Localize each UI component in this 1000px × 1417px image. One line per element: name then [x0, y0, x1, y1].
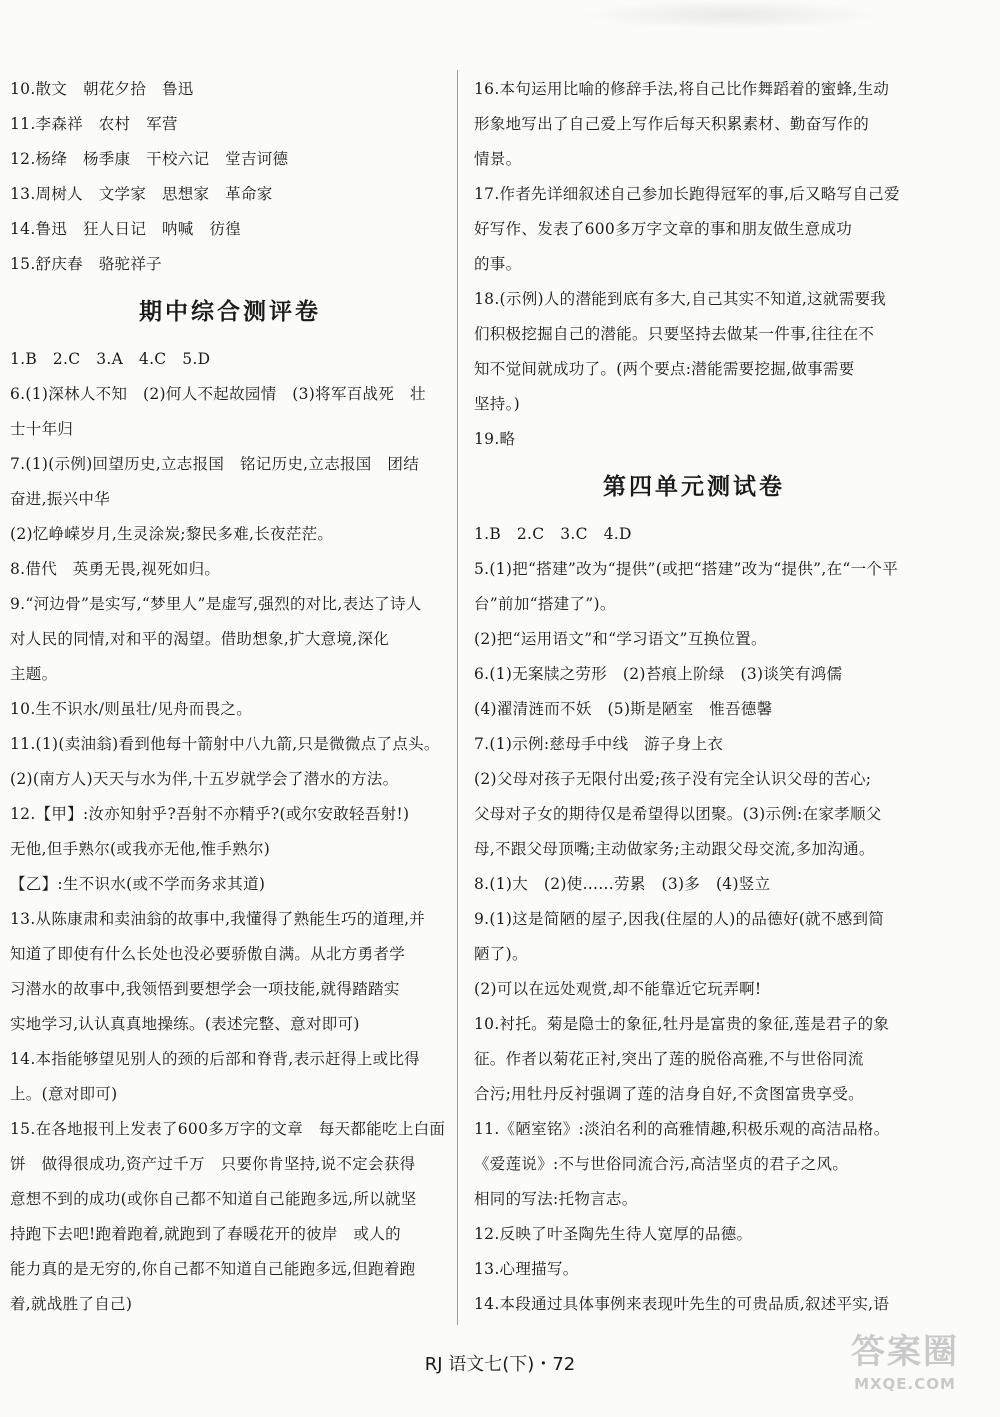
answer-line: (2)(南方人)天天与水为伴,十五岁就学会了潜水的方法。	[10, 770, 399, 788]
answer-line: 征。作者以菊花正衬,突出了莲的脱俗高雅,不与世俗同流	[474, 1050, 864, 1068]
column-divider	[457, 70, 458, 1325]
answer-line: 10.衬托。菊是隐士的象征,牡丹是富贵的象征,莲是君子的象	[474, 1015, 890, 1033]
answer-line: 形象地写出了自己爱上写作后每天积累素材、勤奋写作的	[474, 115, 870, 133]
answer-line: 14.本指能够望见别人的颈的后部和脊背,表示赶得上或比得	[10, 1050, 420, 1068]
answer-line: (2)父母对孩子无限付出爱;孩子没有完全认识父母的苦心;	[474, 770, 872, 788]
answer-line: 16.本句运用比喻的修辞手法,将自己比作舞蹈着的蜜蜂,生动	[474, 80, 890, 98]
answer-line: 12.反映了叶圣陶先生待人宽厚的品德。	[474, 1225, 753, 1243]
answer-line: 【乙】:生不识水(或不学而务求其道)	[10, 875, 266, 893]
answer-line: 13.心理描写。	[474, 1260, 579, 1278]
answer-line: 11.李森祥 农村 军营	[10, 115, 178, 133]
answer-line: 知道了即使有什么长处也没必要骄傲自满。从北方勇者学	[10, 945, 406, 963]
watermark-url: MXQE.COM	[854, 1375, 956, 1393]
answer-line: 饼 做得很成功,资产过千万 只要你肯坚持,说不定会获得	[10, 1155, 416, 1173]
answer-line: 8.借代 英勇无畏,视死如归。	[10, 560, 221, 578]
answer-line: 5.(1)把“搭建”改为“提供”(或把“搭建”改为“提供”,在“一个平	[474, 560, 899, 578]
answer-line: 台”前加“搭建了”)。	[474, 595, 616, 613]
answer-line: 11.(1)(卖油翁)看到他每十箭射中八九箭,只是微微点了点头。	[10, 735, 440, 753]
answer-line: 无他,但手熟尔(或我亦无他,惟手熟尔)	[10, 840, 271, 858]
answer-line: 上。(意对即可)	[10, 1085, 118, 1103]
section-heading: 第四单元测试卷	[603, 474, 785, 500]
answer-line: (4)濯清涟而不妖 (5)斯是陋室 惟吾德馨	[474, 700, 773, 718]
answer-line: 实地学习,认认真真地操练。(表述完整、意对即可)	[10, 1015, 360, 1033]
section-heading: 期中综合测评卷	[139, 299, 321, 325]
answer-line: 14.鲁迅 狂人日记 呐喊 彷徨	[10, 220, 241, 238]
answer-line: 陋了)。	[474, 945, 528, 963]
answer-line: 1.B 2.C 3.A 4.C 5.D	[10, 350, 211, 368]
answer-line: 1.B 2.C 3.C 4.D	[474, 525, 632, 543]
watermark-logo	[820, 1330, 990, 1410]
answer-line: 10.生不识水/则虽壮/见舟而畏之。	[10, 700, 252, 718]
page-footer: RJ 语文七(下)・72	[424, 1354, 576, 1375]
answer-line: 13.周树人 文学家 思想家 革命家	[10, 185, 273, 203]
answer-line: 9.“河边骨”是实写,“梦里人”是虚写,强烈的对比,表达了诗人	[10, 595, 422, 613]
answer-line: 11.《陋室铭》:淡泊名利的高雅情趣,积极乐观的高洁品格。	[474, 1120, 890, 1138]
answer-line: 6.(1)深林人不知 (2)何人不起故园情 (3)将军百战死 壮	[10, 385, 426, 403]
answer-line: 能力真的是无穷的,你自己都不知道自己能跑多远,但跑着跑	[10, 1260, 416, 1278]
answer-line: 7.(1)示例:慈母手中线 游子身上衣	[474, 735, 724, 753]
answer-line: (2)忆峥嵘岁月,生灵涂炭;黎民多难,长夜茫茫。	[10, 525, 334, 543]
answer-line: 相同的写法:托物言志。	[474, 1190, 638, 1208]
left-column	[10, 72, 450, 1322]
answer-line: 母,不跟父母顶嘴;主动做家务;主动跟父母交流,多加沟通。	[474, 840, 875, 858]
answer-line: 主题。	[10, 665, 58, 683]
answer-line: 8.(1)大 (2)使……劳累 (3)多 (4)竖立	[474, 875, 771, 893]
answer-line: 着,就战胜了自己)	[10, 1295, 133, 1313]
answer-line: 7.(1)(示例)回望历史,立志报国 铭记历史,立志报国 团结	[10, 455, 419, 473]
answer-line: (2)把“运用语文”和“学习语文”互换位置。	[474, 630, 767, 648]
answer-line: 对人民的同情,对和平的渴望。借助想象,扩大意境,深化	[10, 630, 390, 648]
scan-stain	[580, 0, 880, 30]
answer-line: 10.散文 朝花夕拾 鲁迅	[10, 80, 194, 98]
answer-line: 14.本段通过具体事例来表现叶先生的可贵品质,叙述平实,语	[474, 1295, 890, 1313]
answer-line: 意想不到的成功(或你自己都不知道自己能跑多远,所以就坚	[10, 1190, 417, 1208]
answer-line: 17.作者先详细叙述自己参加长跑得冠军的事,后又略写自己爱	[474, 185, 900, 203]
answer-line: (2)可以在远处观赏,却不能靠近它玩弄啊!	[474, 980, 762, 998]
answer-line: 坚持。)	[474, 395, 520, 413]
answer-line: 的事。	[474, 255, 522, 273]
answer-line: 好写作、发表了600多万字文章的事和朋友做生意成功	[474, 220, 853, 238]
answer-line: 父母对子女的期待仅是希望得以团聚。(3)示例:在家孝顺父	[474, 805, 882, 823]
answer-line: 《爱莲说》:不与世俗同流合污,高洁坚贞的君子之风。	[474, 1155, 849, 1173]
answer-line: 奋进,振兴中华	[10, 490, 111, 508]
answer-line: 6.(1)无案牍之劳形 (2)苔痕上阶绿 (3)谈笑有鸿儒	[474, 665, 843, 683]
right-column	[474, 72, 914, 1322]
answer-line: 9.(1)这是简陋的屋子,因我(住屋的人)的品德好(就不感到简	[474, 910, 885, 928]
answer-line: 13.从陈康肃和卖油翁的故事中,我懂得了熟能生巧的道理,并	[10, 910, 426, 928]
answer-line: 19.略	[474, 430, 516, 448]
answer-line: 18.(示例)人的潜能到底有多大,自己其实不知道,这就需要我	[474, 290, 887, 308]
answer-line: 持跑下去吧!跑着跑着,就跑到了春暖花开的彼岸 或人的	[10, 1225, 401, 1243]
answer-line: 15.舒庆春 骆驼祥子	[10, 255, 162, 273]
answer-line: 习潜水的故事中,我领悟到要想学会一项技能,就得踏踏实	[10, 980, 400, 998]
answer-line: 合污;用牡丹反衬强调了莲的洁身自好,不贪图富贵享受。	[474, 1085, 864, 1103]
answer-line: 知不觉间就成功了。(两个要点:潜能需要挖掘,做事需要	[474, 360, 855, 378]
answer-line: 12.【甲】:汝亦知射乎?吾射不亦精乎?(或尔安敢轻吾射!)	[10, 805, 410, 823]
answer-line: 15.在各地报刊上发表了600多万字的文章 每天都能吃上白面	[10, 1120, 446, 1138]
answer-line: 情景。	[474, 150, 522, 168]
answer-line: 12.杨绛 杨季康 干校六记 堂吉诃德	[10, 150, 289, 168]
answer-line: 士十年归	[10, 420, 74, 438]
answer-line: 们积极挖掘自己的潜能。只要坚持去做某一件事,往往在不	[474, 325, 875, 343]
watermark-title: 答案圈	[851, 1332, 959, 1372]
